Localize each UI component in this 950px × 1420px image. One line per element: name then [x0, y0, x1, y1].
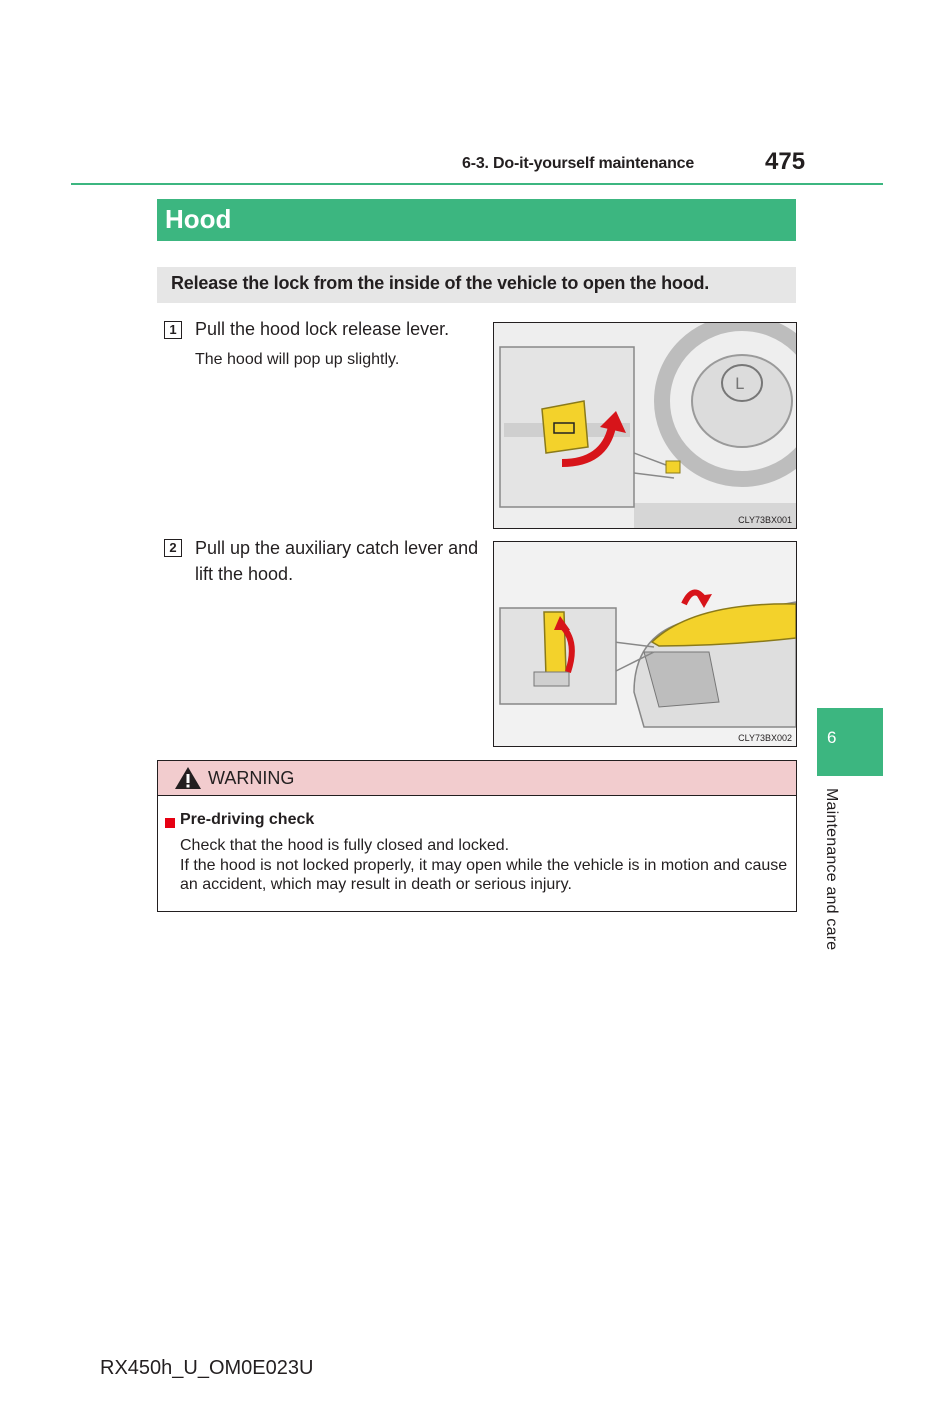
- auxiliary-catch-illustration: [494, 542, 796, 746]
- page-title-bar: [157, 199, 796, 241]
- page-number: 475: [765, 148, 806, 175]
- step-1-figure: [493, 322, 797, 529]
- intro-bar: [157, 267, 796, 303]
- step-1-subtext: The hood will pop up slightly.: [195, 351, 400, 368]
- figure-2-code: CLY73BX002: [738, 733, 792, 743]
- header-divider: [71, 183, 883, 185]
- hood-release-lever-illustration: [494, 323, 796, 528]
- warning-line-3: an accident, which may result in death or serious injury.: [180, 876, 572, 893]
- warning-item-title: Pre-driving check: [180, 811, 315, 828]
- chapter-label: Maintenance and care: [823, 788, 840, 951]
- warning-line-1: Check that the hood is fully closed and locked.: [180, 837, 510, 854]
- step-2-number: 2: [164, 539, 182, 557]
- chapter-tab[interactable]: [817, 708, 883, 776]
- intro-text: Release the lock from the inside of the vehicle to open the hood.: [171, 273, 710, 293]
- chapter-number: 6: [827, 728, 837, 747]
- page-title: Hood: [165, 204, 232, 234]
- warning-line-2: If the hood is not locked properly, it may open while the vehicle is in motion and cause: [180, 856, 788, 874]
- svg-text:L: L: [735, 374, 744, 393]
- document-code-footer: RX450h_U_OM0E023U: [100, 1357, 314, 1379]
- step-2-text-line-2: lift the hood.: [195, 564, 294, 584]
- step-1-number: 1: [164, 321, 182, 339]
- step-1-text: Pull the hood lock release lever.: [195, 319, 450, 339]
- warning-header: [158, 761, 796, 796]
- step-2-figure: [493, 541, 797, 747]
- figure-1-code: CLY73BX001: [738, 515, 792, 525]
- section-header: 6-3. Do-it-yourself maintenance: [462, 155, 695, 172]
- warning-body: [180, 836, 790, 895]
- warning-triangle-icon: [174, 766, 202, 795]
- warning-bullet-icon: [165, 818, 175, 828]
- warning-label: WARNING: [208, 768, 295, 788]
- step-2-text-line-1: Pull up the auxiliary catch lever and: [195, 538, 479, 558]
- warning-box: [157, 760, 797, 912]
